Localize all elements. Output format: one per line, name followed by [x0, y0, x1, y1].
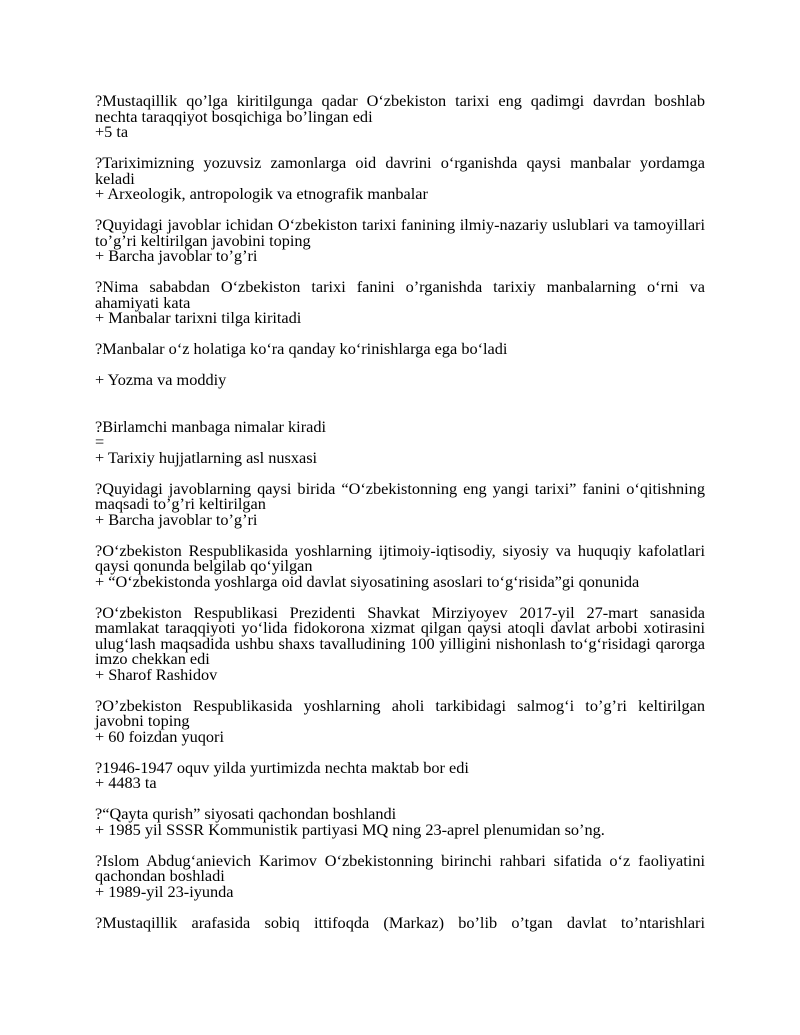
answer-text: + Barcha javoblar to’g’ri	[95, 509, 258, 529]
answer-text: + 60 foizdan yuqori	[95, 726, 225, 746]
qa-item-2	[95, 155, 705, 202]
question-text: ?O‘zbekiston Respublikasi Prezidenti Shavkat Mirziyoyev 2017-yil 27-mart sanasida mamlakat taraqqiyoti yo‘lida fidokorona xizmat qilgan qaysi atoqli davlat arbobi xotirasini ulug‘lash maqsadida ushbu shaxs tavalludining 100 yilligini nishonlash to‘g‘risidagi qarorga imzo chekkan edi	[95, 602, 705, 668]
separator-mark: =	[95, 432, 105, 451]
qa-item-14	[95, 912, 705, 932]
answer-text: +5 ta	[95, 122, 129, 141]
qa-item-9	[95, 602, 705, 684]
qa-item-8	[95, 540, 705, 591]
answer-text: + 1989-yil 23-iyunda	[95, 881, 234, 901]
question-text: ?Birlamchi manbaga nimalar kiradi	[95, 416, 327, 436]
question-text: ?Manbalar o‘z holatiga ko‘ra qanday ko‘rinishlarga ega bo‘ladi	[95, 339, 508, 358]
qa-item-1	[95, 93, 705, 140]
answer-text: + Sharof Rashidov	[95, 664, 218, 684]
answer-text: + Tarixiy hujjatlarning asl nusxasi	[95, 447, 318, 467]
qa-item-12	[95, 806, 705, 837]
question-text: ?O‘zbekiston Respublikasida yoshlarning ijtimoiy-iqtisodiy, siyosiy va huquqiy kafolatlari qaysi qonunda belgilab qo‘yilgan	[95, 540, 705, 575]
question-text: ?Nima sababdan O‘zbekiston tarixi fanini o’rganishda tarixiy manbalarning o‘rni va ahamiyati kata	[95, 277, 705, 312]
answer-text: + “O‘zbekistonda yoshlarga oid davlat siyosatining asoslari to‘g‘risida”gi qonunida	[95, 571, 640, 591]
qa-item-13	[95, 850, 705, 901]
qa-item-10	[95, 695, 705, 746]
question-text: ?Quyidagi javoblarning qaysi birida “O‘zbekistonning eng yangi tarixi” fanini o‘qitishning maqsadi to’g’ri keltirilgan	[95, 478, 705, 513]
qa-item-4	[95, 279, 705, 326]
qa-item-5	[95, 341, 705, 388]
question-text: ?Islom Abdug‘anievich Karimov O‘zbekistonning birinchi rahbari sifatida o‘z faoliyatini qachondan boshladi	[95, 850, 705, 885]
qa-item-11	[95, 757, 705, 792]
qa-item-7	[95, 478, 705, 529]
question-text: ?Tariximizning yozuvsiz zamonlarga oid davrini o‘rganishda qaysi manbalar yordamga keladi	[95, 153, 705, 188]
question-text: ?Quyidagi javoblar ichidan O‘zbekiston tarixi fanining ilmiy-nazariy uslublari va tamoyillari to’g’ri keltirilgan javobini toping	[95, 215, 705, 250]
answer-text: + Barcha javoblar to’g’ri	[95, 246, 258, 265]
question-text: ?Mustaqillik arafasida sobiq ittifoqda (Markaz) bo’lib o’tgan davlat to’ntarishlari	[95, 912, 705, 932]
answer-text: + Arxeologik, antropologik va etnografik manbalar	[95, 184, 428, 203]
answer-text: + Manbalar tarixni tilga kiritadi	[95, 308, 302, 327]
question-text: ?1946-1947 oquv yilda yurtimizda nechta maktab bor edi	[95, 757, 469, 777]
question-text: ?Mustaqillik qo’lga kiritilgunga qadar O‘zbekiston tarixi eng qadimgi davrdan boshlab nechta taraqqiyot bosqichiga bo’lingan edi	[95, 91, 705, 126]
answer-text: + 4483 ta	[95, 773, 157, 792]
qa-item-6	[95, 416, 705, 467]
answer-text: + Yozma va moddiy	[95, 370, 227, 389]
question-text: ?“Qayta qurish” siyosati qachondan boshlandi	[95, 804, 397, 823]
document-body	[95, 93, 705, 946]
qa-item-3	[95, 217, 705, 264]
question-text: ?O’zbekiston Respublikasida yoshlarning aholi tarkibidagi salmog‘i to’g’ri keltirilgan javobni toping	[95, 695, 705, 730]
answer-text: + 1985 yil SSSR Kommunistik partiyasi MQ ning 23-aprel plenumidan so’ng.	[95, 819, 605, 839]
